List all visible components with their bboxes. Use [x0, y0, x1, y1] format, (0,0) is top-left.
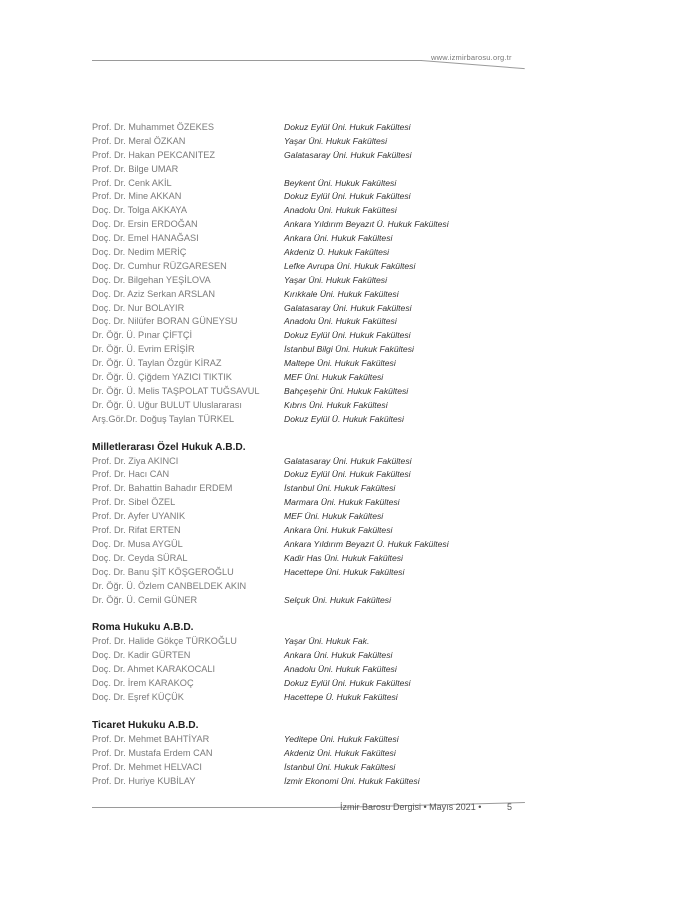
footer-rule [92, 807, 336, 808]
member-affiliation: İstanbul Bilgi Üni. Hukuk Fakültesi [284, 344, 414, 355]
section [92, 621, 532, 704]
member-name: Dr. Öğr. Ü. Melis TAŞPOLAT TUĞSAVUL [92, 385, 260, 396]
member-name: Dr. Öğr. Ü. Cemil GÜNER [92, 594, 198, 605]
list-item [92, 775, 532, 789]
member-affiliation: Dokuz Eylül Üni. Hukuk Fakültesi [284, 469, 411, 480]
member-name: Prof. Dr. Rifat ERTEN [92, 525, 181, 536]
member-name: Dr. Öğr. Ü. Taylan Özgür KİRAZ [92, 358, 222, 369]
member-affiliation: Beykent Üni. Hukuk Fakültesi [284, 177, 397, 188]
list-item [92, 761, 532, 775]
member-affiliation: Anadolu Üni. Hukuk Fakültesi [284, 664, 397, 675]
member-affiliation: Lefke Avrupa Üni. Hukuk Fakültesi [284, 260, 416, 271]
member-name: Doç. Dr. İrem KARAKOÇ [92, 678, 194, 689]
member-name: Doç. Dr. Ceyda SÜRAL [92, 552, 188, 563]
list-item [92, 135, 532, 149]
list-item [92, 677, 532, 691]
list-item [92, 580, 532, 594]
member-name: Doç. Dr. Kadir GÜRTEN [92, 650, 191, 661]
member-affiliation: Marmara Üni. Hukuk Fakültesi [284, 497, 400, 508]
member-name: Prof. Dr. Cenk AKİL [92, 177, 172, 188]
member-affiliation: Ankara Üni. Hukuk Fakültesi [284, 233, 393, 244]
list-item [92, 371, 532, 385]
list-item [92, 538, 532, 552]
member-affiliation: Dokuz Eylül Üni. Hukuk Fakültesi [284, 191, 411, 202]
member-affiliation: Kadir Has Üni. Hukuk Fakültesi [284, 552, 403, 563]
list-item [92, 121, 532, 135]
member-name: Doç. Dr. Banu ŞİT KÖŞGEROĞLU [92, 566, 234, 577]
member-affiliation: Selçuk Üni. Hukuk Fakültesi [284, 594, 391, 605]
list-item [92, 177, 532, 191]
section [92, 719, 532, 789]
section-title: Roma Hukuku A.B.D. [92, 622, 194, 634]
list-item [92, 385, 532, 399]
list-item [92, 149, 532, 163]
header-url: www.izmirbarosu.org.tr [431, 53, 512, 62]
member-affiliation: Akdeniz Üni. Hukuk Fakültesi [284, 747, 396, 758]
list-item [92, 747, 532, 761]
list-item [92, 524, 532, 538]
member-name: Prof. Dr. Halide Gökçe TÜRKOĞLU [92, 636, 237, 647]
member-name: Prof. Dr. Mine AKKAN [92, 191, 182, 202]
member-affiliation: Ankara Yıldırım Beyazıt Ü. Hukuk Fakültesi [284, 219, 449, 230]
list-item [92, 260, 532, 274]
member-affiliation: MEF Üni. Hukuk Fakültesi [284, 511, 384, 522]
list-item [92, 288, 532, 302]
member-name: Doç. Dr. Emel HANAĞASI [92, 233, 199, 244]
header-rule [92, 60, 422, 61]
section-title: Milletlerarası Özel Hukuk A.B.D. [92, 441, 246, 453]
member-name: Doç. Dr. Nur BOLAYIR [92, 302, 185, 313]
list-item [92, 246, 532, 260]
member-affiliation: Dokuz Eylül Üni. Hukuk Fakültesi [284, 678, 411, 689]
list-item [92, 468, 532, 482]
member-name: Doç. Dr. Ersin ERDOĞAN [92, 219, 198, 230]
member-name: Doç. Dr. Tolga AKKAYA [92, 205, 187, 216]
member-name: Doç. Dr. Musa AYGÜL [92, 538, 183, 549]
list-item [92, 413, 532, 427]
member-affiliation: Ankara Üni. Hukuk Fakültesi [284, 650, 393, 661]
member-affiliation: Yaşar Üni. Hukuk Fak. [284, 636, 370, 647]
footer-journal-info: İzmir Barosu Dergisi • Mayıs 2021 • [340, 802, 482, 812]
list-item [92, 302, 532, 316]
member-name: Prof. Dr. Hakan PEKCANITEZ [92, 149, 216, 160]
member-affiliation: Galatasaray Üni. Hukuk Fakültesi [284, 455, 412, 466]
list-item [92, 455, 532, 469]
list-item [92, 315, 532, 329]
member-name: Prof. Dr. Mustafa Erdem CAN [92, 747, 213, 758]
list-item [92, 663, 532, 677]
list-item [92, 329, 532, 343]
member-name: Prof. Dr. Ziya AKINCI [92, 455, 179, 466]
list-item [92, 566, 532, 580]
list-item [92, 510, 532, 524]
member-name: Prof. Dr. Huriye KUBİLAY [92, 775, 196, 786]
list-item [92, 163, 532, 177]
member-affiliation: Ankara Üni. Hukuk Fakültesi [284, 525, 393, 536]
list-item [92, 552, 532, 566]
list-item [92, 274, 532, 288]
section [92, 441, 532, 608]
member-affiliation: Anadolu Üni. Hukuk Fakültesi [284, 316, 397, 327]
member-name: Prof. Dr. Bahattin Bahadır ERDEM [92, 483, 233, 494]
list-item [92, 635, 532, 649]
list-item [92, 594, 532, 608]
list-item [92, 343, 532, 357]
list-item [92, 357, 532, 371]
member-name: Prof. Dr. Meral ÖZKAN [92, 135, 186, 146]
member-affiliation: Yaşar Üni. Hukuk Fakültesi [284, 135, 388, 146]
member-affiliation: Yeditepe Üni. Hukuk Fakültesi [284, 733, 399, 744]
list-item [92, 218, 532, 232]
member-affiliation: Bahçeşehir Üni. Hukuk Fakültesi [284, 385, 409, 396]
member-name: Dr. Öğr. Ü. Pınar ÇİFTÇİ [92, 330, 193, 341]
member-name: Prof. Dr. Hacı CAN [92, 469, 170, 480]
member-name: Doç. Dr. Nilüfer BORAN GÜNEYSU [92, 316, 238, 327]
member-name: Doç. Dr. Nedim MERİÇ [92, 247, 187, 258]
member-name: Dr. Öğr. Ü. Evrim ERİŞİR [92, 344, 195, 355]
member-affiliation: Dokuz Eylül Üni. Hukuk Fakültesi [284, 330, 411, 341]
member-affiliation: Galatasaray Üni. Hukuk Fakültesi [284, 149, 412, 160]
member-name: Dr. Öğr. Ü. Uğur BULUT Uluslararası [92, 399, 242, 410]
member-name: Prof. Dr. Bilge UMAR [92, 163, 179, 174]
section [92, 121, 532, 427]
member-affiliation: Kıbrıs Üni. Hukuk Fakültesi [284, 399, 388, 410]
member-name: Prof. Dr. Muhammet ÖZEKES [92, 122, 215, 132]
member-affiliation: İstanbul Üni. Hukuk Fakültesi [284, 483, 396, 494]
member-affiliation: Kırıkkale Üni. Hukuk Fakültesi [284, 288, 399, 299]
member-affiliation: Maltepe Üni. Hukuk Fakültesi [284, 358, 396, 369]
list-item [92, 399, 532, 413]
member-name: Dr. Öğr. Ü. Çiğdem YAZICI TIKTIK [92, 372, 232, 383]
member-affiliation: İzmir Ekonomi Üni. Hukuk Fakültesi [284, 775, 420, 786]
member-affiliation: Anadolu Üni. Hukuk Fakültesi [284, 205, 397, 216]
list-item [92, 232, 532, 246]
list-item [92, 482, 532, 496]
list-item [92, 204, 532, 218]
member-name: Doç. Dr. Ahmet KARAKOCALI [92, 664, 216, 675]
member-name: Arş.Gör.Dr. Doğuş Taylan TÜRKEL [92, 413, 235, 424]
list-item [92, 190, 532, 204]
member-affiliation: Akdeniz Ü. Hukuk Fakültesi [284, 247, 390, 258]
member-affiliation: Hacettepe Üni. Hukuk Fakültesi [284, 566, 405, 577]
member-name: Doç. Dr. Aziz Serkan ARSLAN [92, 288, 216, 299]
list-item [92, 691, 532, 705]
section-title: Ticaret Hukuku A.B.D. [92, 719, 199, 731]
member-affiliation: MEF Üni. Hukuk Fakültesi [284, 372, 384, 383]
member-affiliation: Dokuz Eylül Ü. Hukuk Fakültesi [284, 413, 404, 424]
member-affiliation: İstanbul Üni. Hukuk Fakültesi [284, 761, 396, 772]
member-name: Prof. Dr. Ayfer UYANIK [92, 511, 186, 522]
list-item [92, 496, 532, 510]
member-affiliation: Dokuz Eylül Üni. Hukuk Fakültesi [284, 122, 411, 132]
member-name: Doç. Dr. Bilgehan YEŞİLOVA [92, 274, 211, 285]
list-item [92, 733, 532, 747]
member-name: Prof. Dr. Mehmet BAHTİYAR [92, 733, 210, 744]
member-list [92, 121, 532, 788]
member-name: Doç. Dr. Eşref KÜÇÜK [92, 691, 184, 702]
member-name: Doç. Dr. Cumhur RÜZGARESEN [92, 260, 227, 271]
member-affiliation: Ankara Yıldırım Beyazıt Ü. Hukuk Fakültesi [284, 538, 449, 549]
member-name: Prof. Dr. Sibel ÖZEL [92, 497, 176, 508]
member-affiliation: Yaşar Üni. Hukuk Fakültesi [284, 274, 388, 285]
member-name: Dr. Öğr. Ü. Özlem CANBELDEK AKIN [92, 580, 247, 591]
member-name: Prof. Dr. Mehmet HELVACI [92, 761, 202, 772]
page-number: 5 [507, 802, 513, 812]
member-affiliation: Hacettepe Ü. Hukuk Fakültesi [284, 691, 398, 702]
list-item [92, 649, 532, 663]
member-affiliation: Galatasaray Üni. Hukuk Fakültesi [284, 302, 412, 313]
